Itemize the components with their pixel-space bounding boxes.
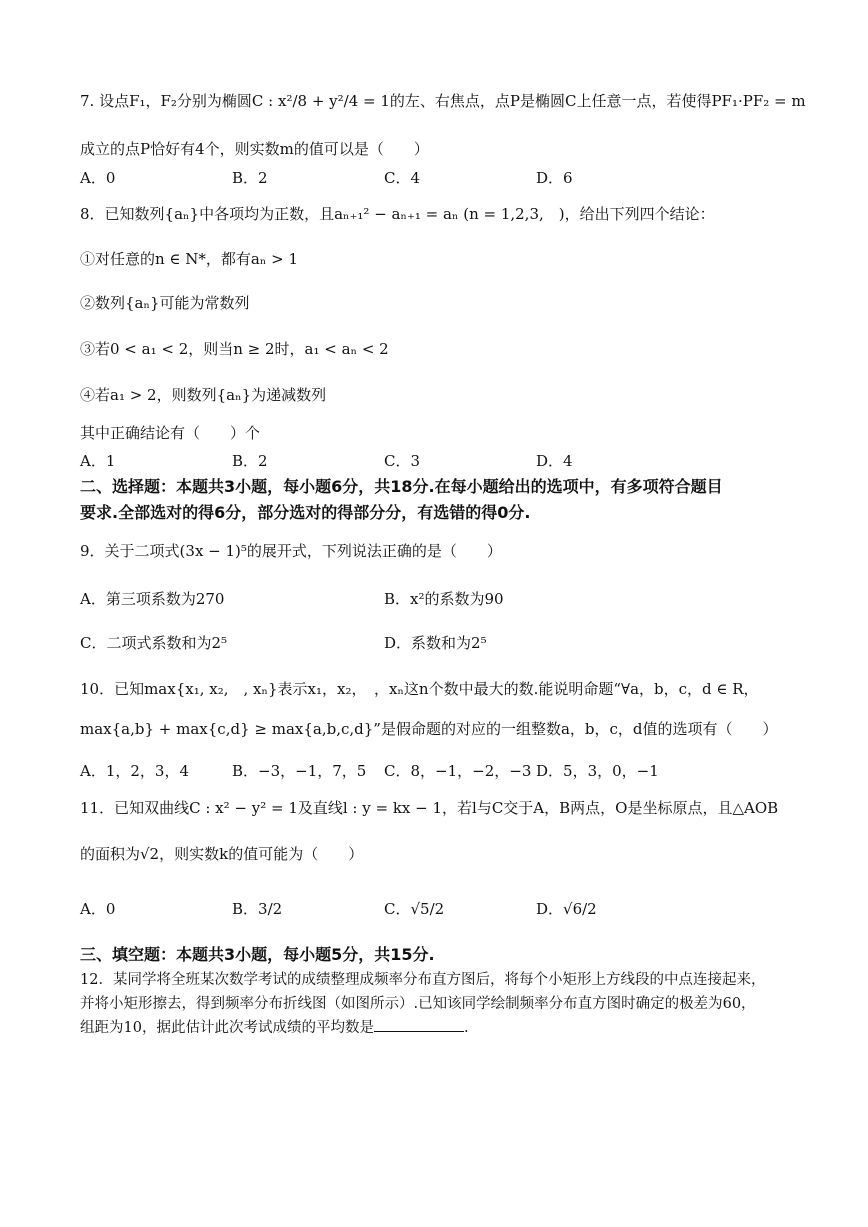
q7-options [80,167,800,191]
q8-conclusion-2: ②数列{aₙ}可能为常数列 [80,294,250,312]
q8-option-c[interactable]: C．3 [384,452,421,470]
section-2-heading [80,474,800,526]
q8-stem-text: 8．已知数列{aₙ}中各项均为正数，且aₙ₊₁² − aₙ₊₁ = aₙ (n = 1,2,3, )，给出下列四个结论： [80,205,715,223]
q8-stem [80,203,808,224]
q10-options [80,760,800,784]
q11-stem-line2: 的面积为√2，则实数k的值可能为（ ） [80,845,364,863]
section-2-line1: 二、选择题：本题共3小题，每小题6分，共18分.在每小题给出的选项中，有多项符合题目 [80,477,723,496]
section-2-line2: 要求.全部选对的得6分，部分选对的得部分分，有选错的得0分. [80,503,531,522]
q7-stem-line2 [80,138,808,159]
q8-option-d[interactable]: D．4 [536,452,573,470]
q12-line1: 12．某同学将全班某次数学考试的成绩整理成频率分布直方图后，将每个小矩形上方线段的中点连接起来， [80,972,766,988]
q8-conclusion-3: ③若0 < a₁ < 2，则当n ≥ 2时，a₁ < aₙ < 2 [80,340,389,358]
section-3-line1: 三、填空题：本题共3小题，每小题5分，共15分. [80,945,435,964]
q7-line1-text: 7. 设点F₁，F₂分别为椭圆C : x²/8 + y²/4 = 1的左、右焦点，点P是椭圆C上任意一点，若使得PF₁·PF₂ = m [80,92,806,110]
q9-stem: 9．关于二项式(3x − 1)⁵的展开式，下列说法正确的是（ ） [80,542,502,560]
q12-line3 [80,1016,800,1040]
q11-options [80,898,800,922]
q10-option-b[interactable]: B．−3，−1，7，5 [232,762,367,780]
q9-options-row2 [80,632,800,656]
q9-option-a[interactable]: A．第三项系数为270 [80,590,225,608]
q10-option-d[interactable]: D．5，3，0，−1 [536,762,659,780]
q9-option-d[interactable]: D．系数和为2⁵ [384,634,487,652]
q10-stem-line2: max{a,b} + max{c,d} ≥ max{a,b,c,d}”是假命题的对应的一组整数a，b，c，d值的选项有（ ） [80,720,778,738]
q10-stem-line1: 10．已知max{x₁, x₂, , xₙ}表示x₁，x₂， ，xₙ这n个数中最大的数.能说明命题“∀a，b，c，d ∈ R， [80,680,759,698]
q11-option-a[interactable]: A．0 [80,900,116,918]
q11-option-c[interactable]: C．√5/2 [384,900,445,918]
q11-stem-line1: 11．已知双曲线C : x² − y² = 1及直线l : y = kx − 1，若l与C交于A，B两点，O是坐标原点，且△AOB [80,799,779,817]
q8-options [80,450,800,474]
q12-line3-end: . [463,1020,469,1036]
q9-option-c[interactable]: C．二项式系数和为2⁵ [80,634,228,652]
q8-option-b[interactable]: B．2 [232,452,268,470]
q8-conclusion-4: ④若a₁ > 2，则数列{aₙ}为递减数列 [80,386,327,404]
q7-option-a[interactable]: A．0 [80,169,116,187]
q7-stem-line1 [80,90,808,111]
q12-text [80,968,800,1040]
q8-conclusion-1: ①对任意的n ∈ N*，都有aₙ > 1 [80,250,299,268]
q8-ask: 其中正确结论有（ ）个 [80,424,261,442]
q7-option-b[interactable]: B．2 [232,169,268,187]
q11-option-b[interactable]: B．3/2 [232,900,283,918]
q9-options-row1 [80,588,800,612]
q7-line2-text: 成立的点P恰好有4个，则实数m的值可以是（ ） [80,140,429,158]
q8-option-a[interactable]: A．1 [80,452,116,470]
q7-option-c[interactable]: C．4 [384,169,421,187]
q7-option-d[interactable]: D．6 [536,169,573,187]
q11-option-d[interactable]: D．√6/2 [536,900,597,918]
q12-answer-blank[interactable] [374,1017,464,1032]
q10-option-a[interactable]: A．1，2，3，4 [80,762,190,780]
q12-line2: 并将小矩形擦去，得到频率分布折线图（如图所示）.已知该同学绘制频率分布直方图时确定的极差为60， [80,996,756,1012]
section-3-heading [80,942,800,968]
q9-option-b[interactable]: B．x²的系数为90 [384,590,504,608]
q10-option-c[interactable]: C．8，−1，−2，−3 [384,762,532,780]
q12-line3-text: 组距为10，据此估计此次考试成绩的平均数是 [80,1020,374,1036]
